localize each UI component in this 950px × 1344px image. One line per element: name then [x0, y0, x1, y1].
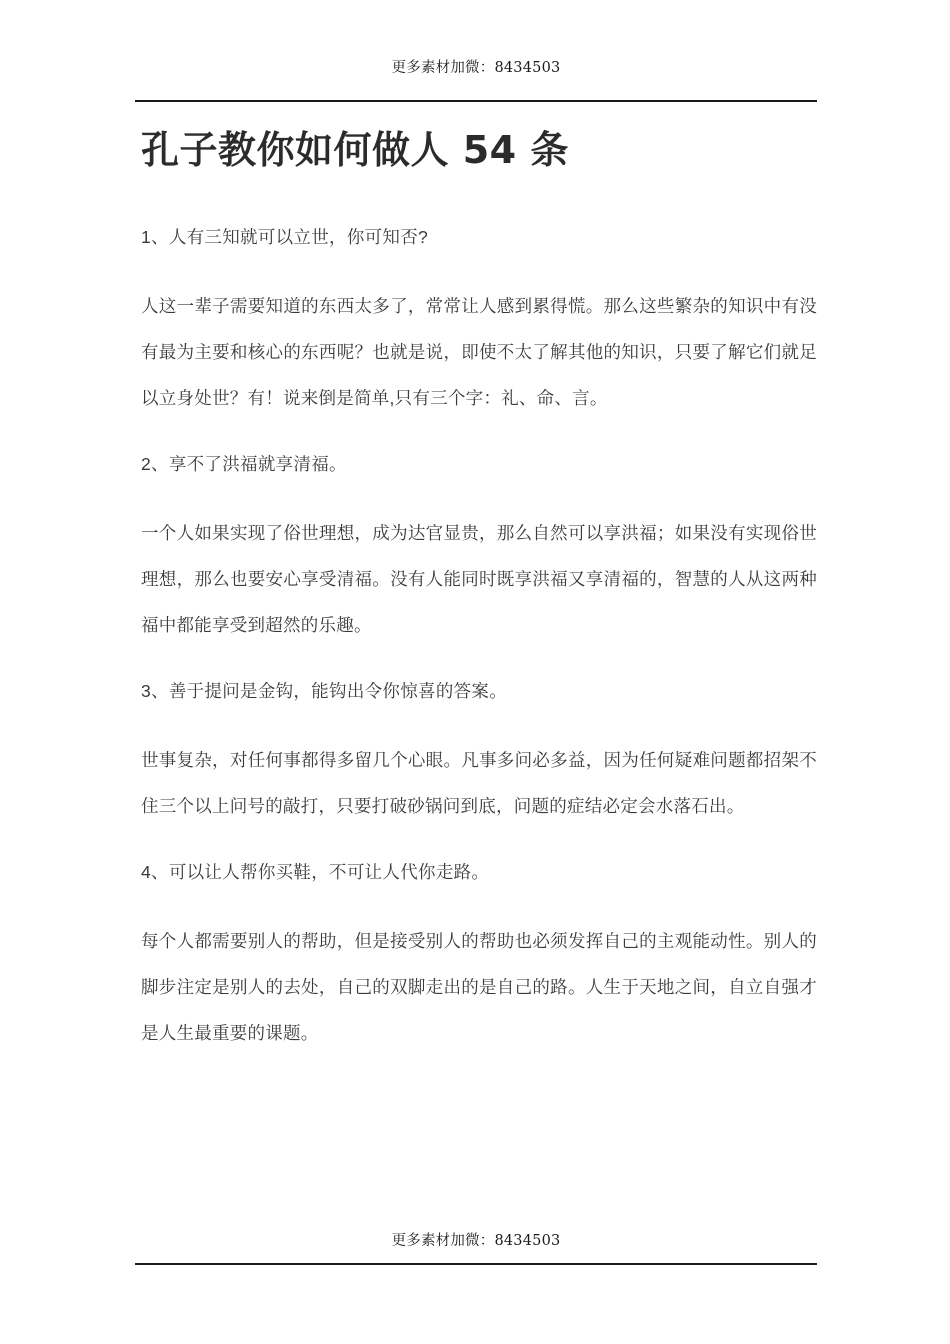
- section-paragraph: 人这一辈子需要知道的东西太多了，常常让人感到累得慌。那么这些繁杂的知识中有没有最为主要和核心的东西呢？也就是说，即使不太了解其他的知识，只要了解它们就足以立身处世？有！说来倒是简单,只有三个字：礼、命、言。: [141, 296, 817, 408]
- section-paragraph: 每个人都需要别人的帮助，但是接受别人的帮助也必须发挥自己的主观能动性。别人的脚步注定是别人的去处，自己的双脚走出的是自己的路。人生于天地之间，自立自强才是人生最重要的课题。: [141, 931, 817, 1043]
- spacer: [141, 178, 817, 222]
- footer-rule: [135, 1263, 817, 1265]
- spacer: [141, 252, 817, 283]
- section-heading: 4、可以让人帮你买鞋，不可让人代你走路。: [141, 862, 490, 882]
- document-body: [141, 122, 817, 1056]
- section-heading: 2、享不了洪福就享清福。: [141, 454, 347, 474]
- section-heading: 1、人有三知就可以立世，你可知否?: [141, 227, 429, 247]
- spacer: [141, 706, 817, 737]
- section-3: [141, 676, 817, 829]
- running-foot: 更多素材加微：8434503: [391, 1233, 561, 1249]
- section-1: [141, 222, 817, 421]
- page-title: 孔子教你如何做人 54 条: [141, 128, 569, 172]
- section-paragraph: 一个人如果实现了俗世理想，成为达官显贵，那么自然可以享洪福；如果没有实现俗世理想，那么也要安心享受清福。没有人能同时既享洪福又享清福的，智慧的人从这两种福中都能享受到超然的乐趣。: [141, 523, 817, 635]
- section-paragraph: 世事复杂，对任何事都得多留几个心眼。凡事多问必多益，因为任何疑难问题都招架不住三个以上问号的敲打，只要打破砂锅问到底，问题的症结必定会水落石出。: [141, 750, 817, 816]
- section-4: [141, 857, 817, 1056]
- spacer: [141, 421, 817, 449]
- spacer: [141, 648, 817, 676]
- running-head: 更多素材加微：8434503: [391, 60, 561, 76]
- spacer: [141, 887, 817, 918]
- section-2: [141, 449, 817, 648]
- spacer: [141, 829, 817, 857]
- section-heading: 3、善于提问是金钩，能钩出令你惊喜的答案。: [141, 681, 508, 701]
- header-rule: [135, 100, 817, 102]
- spacer: [141, 479, 817, 510]
